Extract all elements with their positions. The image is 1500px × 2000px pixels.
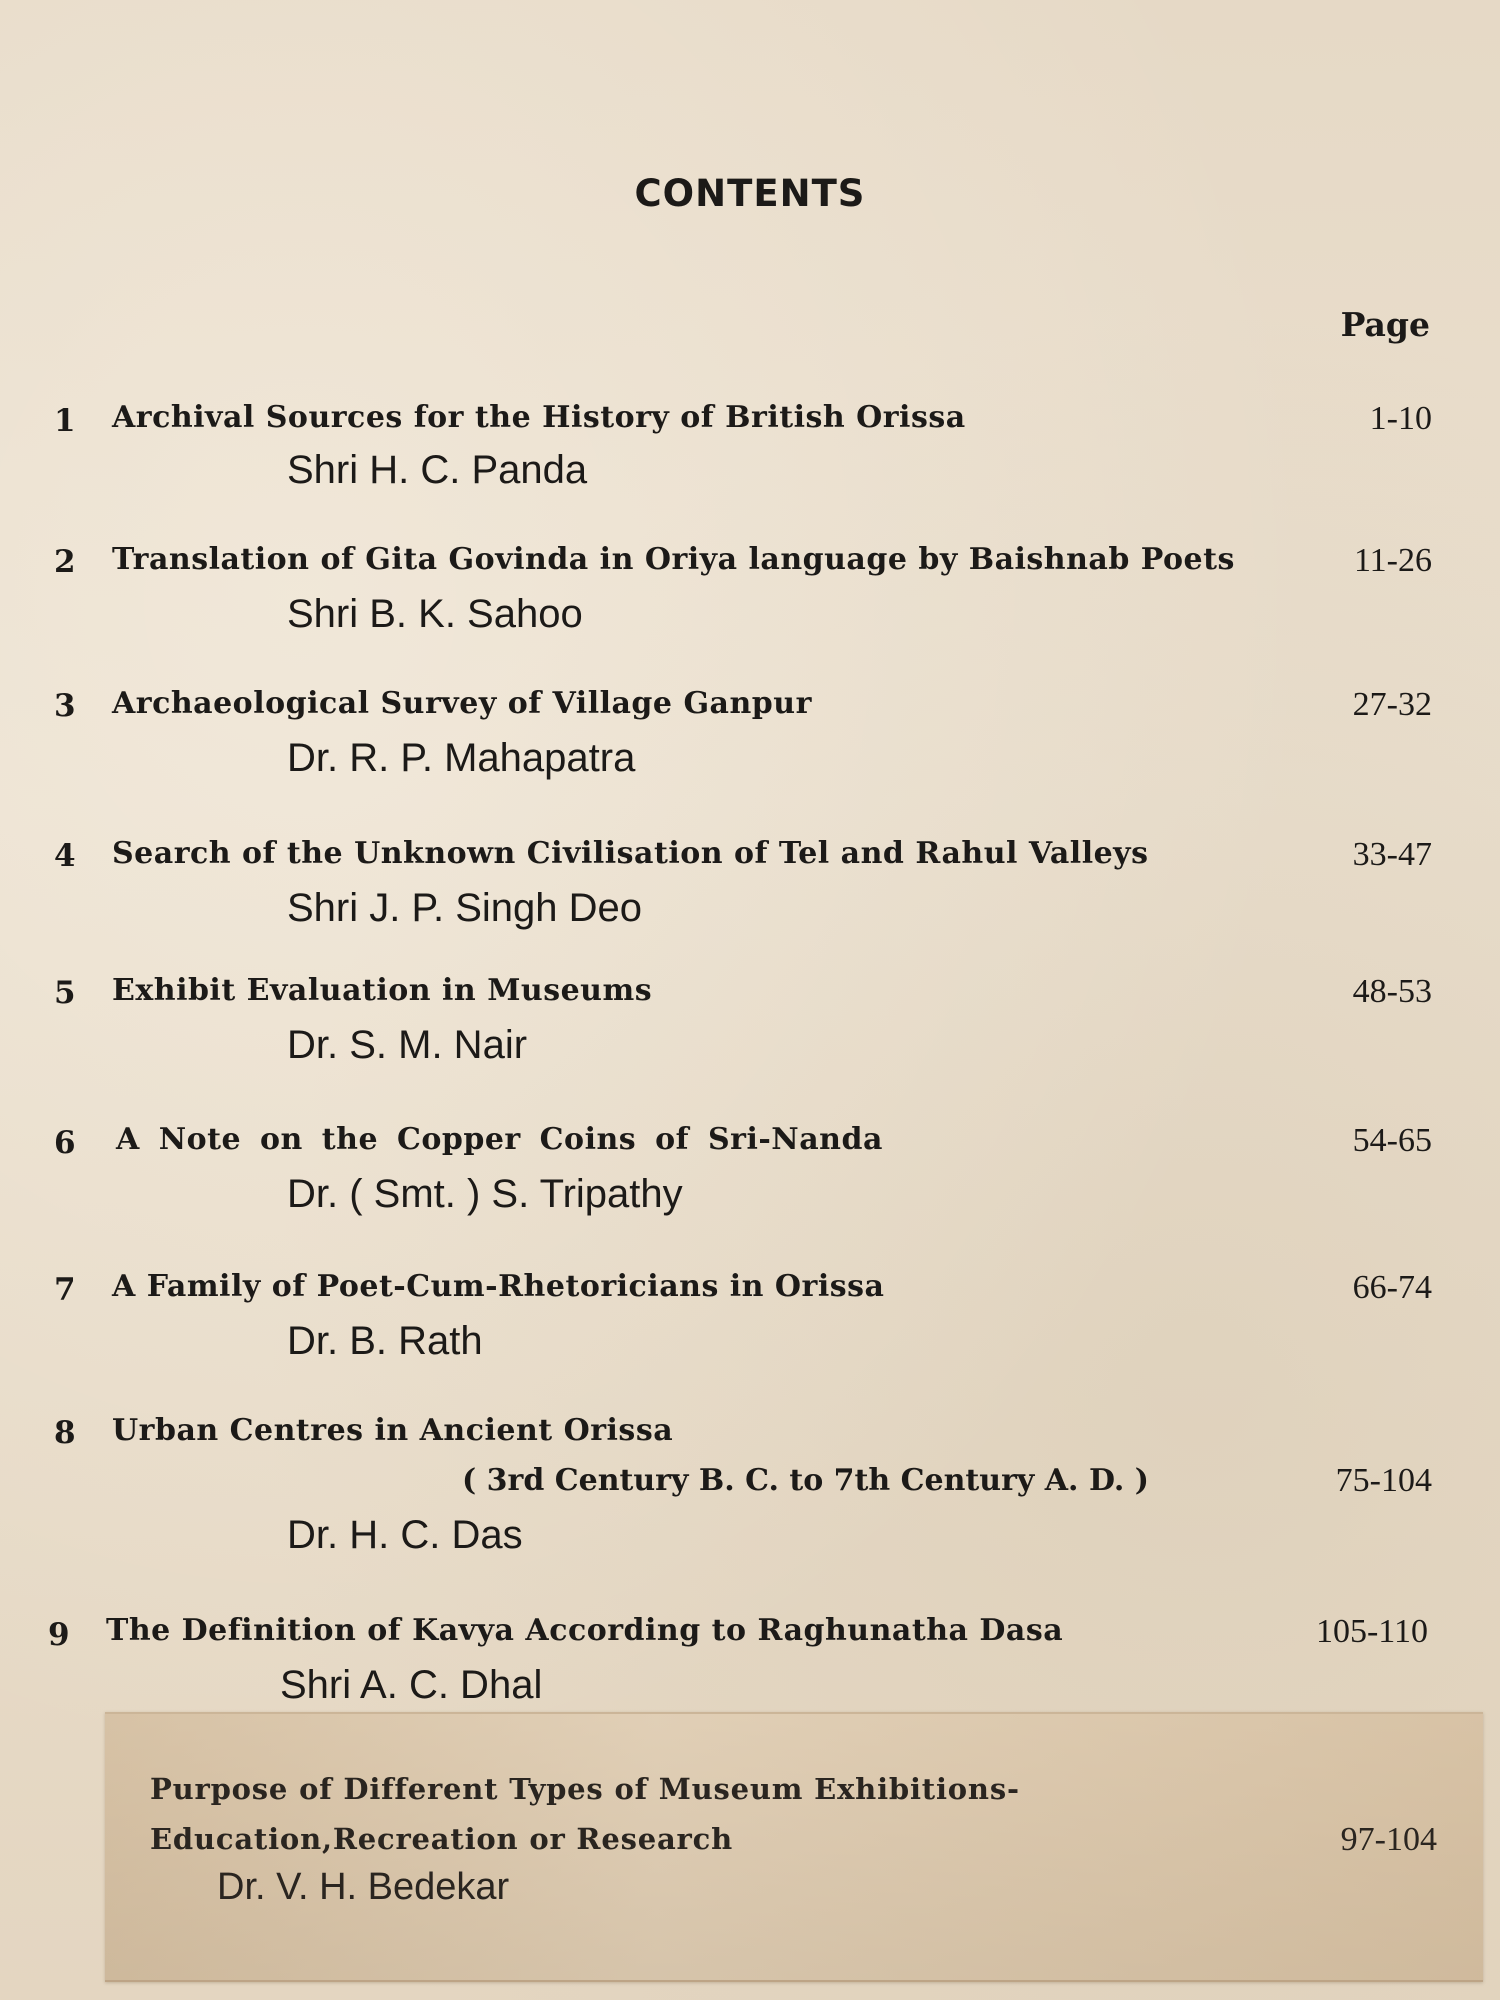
entry-author: Shri J. P. Singh Deo: [287, 886, 643, 930]
entry-number: 1: [54, 403, 76, 439]
entry-author: Dr. R. P. Mahapatra: [287, 736, 636, 780]
entry-title: A Note on the Copper Coins of Sri-Nanda: [116, 1122, 883, 1157]
entry-number: 3: [54, 688, 76, 724]
entry-pages: 66-74: [1352, 1269, 1432, 1306]
entry-pages: 54-65: [1352, 1122, 1432, 1159]
pasted-entry-title-line1: Purpose of Different Types of Museum Exhibitions-: [150, 1772, 1020, 1806]
entry-author: Dr. S. M. Nair: [287, 1023, 528, 1067]
pasted-entry-pages: 97-104: [1340, 1821, 1437, 1858]
entry-author: Dr. B. Rath: [287, 1319, 483, 1363]
entry-number: 4: [54, 838, 76, 874]
entry-author: Dr. ( Smt. ) S. Tripathy: [287, 1172, 683, 1216]
entry-number: 8: [54, 1415, 76, 1451]
pasted-entry-author: Dr. V. H. Bedekar: [217, 1866, 510, 1908]
entry-number: 2: [54, 544, 76, 580]
entry-number: 6: [54, 1125, 76, 1161]
entry-title: Archival Sources for the History of British Orissa: [112, 400, 966, 435]
entry-author: Dr. H. C. Das: [287, 1513, 523, 1557]
entry-pages: 33-47: [1352, 836, 1432, 873]
entry-title: Urban Centres in Ancient Orissa: [112, 1413, 674, 1448]
entry-title: Exhibit Evaluation in Museums: [112, 973, 653, 1008]
entry-pages: 1-10: [1369, 400, 1432, 437]
page-column-label: Page: [1340, 305, 1430, 344]
entry-pages: 75-104: [1335, 1462, 1432, 1499]
entry-number: 7: [54, 1272, 76, 1308]
page-title: CONTENTS: [634, 172, 866, 215]
entry-title: Archaeological Survey of Village Ganpur: [112, 686, 812, 721]
entry-title: A Family of Poet-Cum-Rhetoricians in Orissa: [112, 1269, 885, 1304]
entry-pages: 105-110: [1315, 1613, 1428, 1650]
entry-pages: 27-32: [1352, 686, 1432, 723]
entry-author: Shri H. C. Panda: [287, 448, 588, 492]
entry-number: 5: [54, 975, 76, 1011]
entry-subtitle: ( 3rd Century B. C. to 7th Century A. D. ): [462, 1463, 1149, 1498]
entry-title: Translation of Gita Govinda in Oriya language by Baishnab Poets: [112, 542, 1235, 577]
entry-title: Search of the Unknown Civilisation of Tel and Rahul Valleys: [112, 836, 1149, 871]
entry-pages: 48-53: [1352, 973, 1432, 1010]
entry-number: 9: [48, 1617, 70, 1653]
entry-title: The Definition of Kavya According to Raghunatha Dasa: [106, 1613, 1064, 1648]
pasted-entry-title-line2: Education,Recreation or Research: [150, 1822, 733, 1856]
pasted-correction-slip: [105, 1712, 1483, 1982]
entry-author: Shri B. K. Sahoo: [287, 592, 583, 636]
entry-pages: 11-26: [1353, 542, 1432, 579]
entry-author: Shri A. C. Dhal: [280, 1663, 543, 1707]
